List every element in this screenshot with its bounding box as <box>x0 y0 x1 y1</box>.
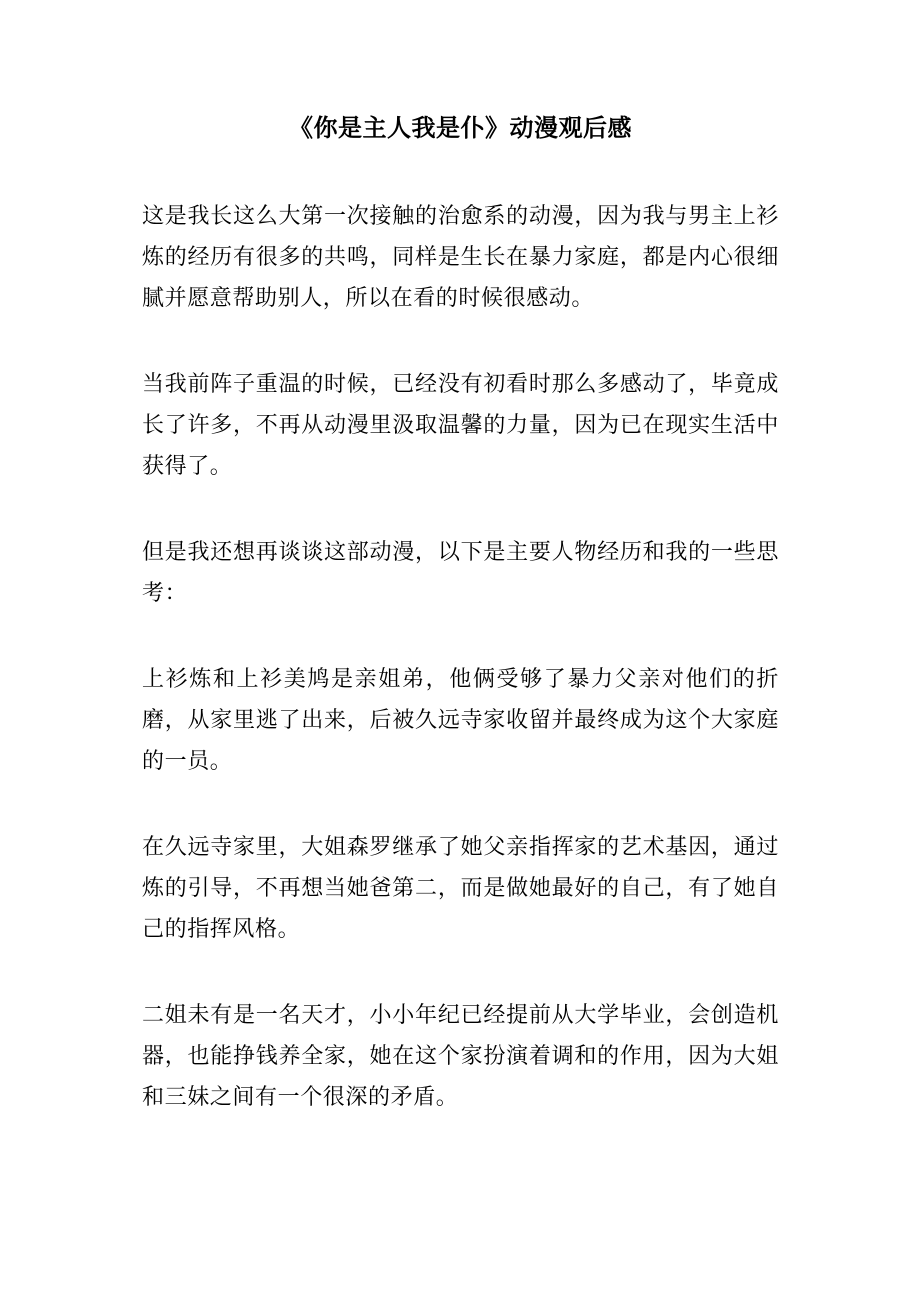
paragraph-4: 上衫炼和上衫美鸠是亲姐弟，他俩受够了暴力父亲对他们的折磨，从家里逃了出来，后被久远寺家收留并最终成为这个大家庭的一员。 <box>142 666 779 773</box>
paragraph-2: 当我前阵子重温的时候，已经没有初看时那么多感动了，毕竟成长了许多，不再从动漫里汲取温馨的力量，因为已在现实生活中获得了。 <box>142 371 779 478</box>
paragraph-5: 在久远寺家里，大姐森罗继承了她父亲指挥家的艺术基因，通过炼的引导，不再想当她爸第二，而是做她最好的自己，有了她自己的指挥风格。 <box>142 834 779 941</box>
paragraph-3: 但是我还想再谈谈这部动漫，以下是主要人物经历和我的一些思考： <box>142 539 779 605</box>
paragraph-1: 这是我长这么大第一次接触的治愈系的动漫，因为我与男主上衫炼的经历有很多的共鸣，同样是生长在暴力家庭，都是内心很细腻并愿意帮助别人，所以在看的时候很感动。 <box>142 203 779 310</box>
paragraph-6: 二姐未有是一名天才，小小年纪已经提前从大学毕业，会创造机器，也能挣钱养全家，她在这个家扮演着调和的作用，因为大姐和三妹之间有一个很深的矛盾。 <box>142 1002 779 1109</box>
document-title: 《你是主人我是仆》动漫观后感 <box>289 116 632 142</box>
